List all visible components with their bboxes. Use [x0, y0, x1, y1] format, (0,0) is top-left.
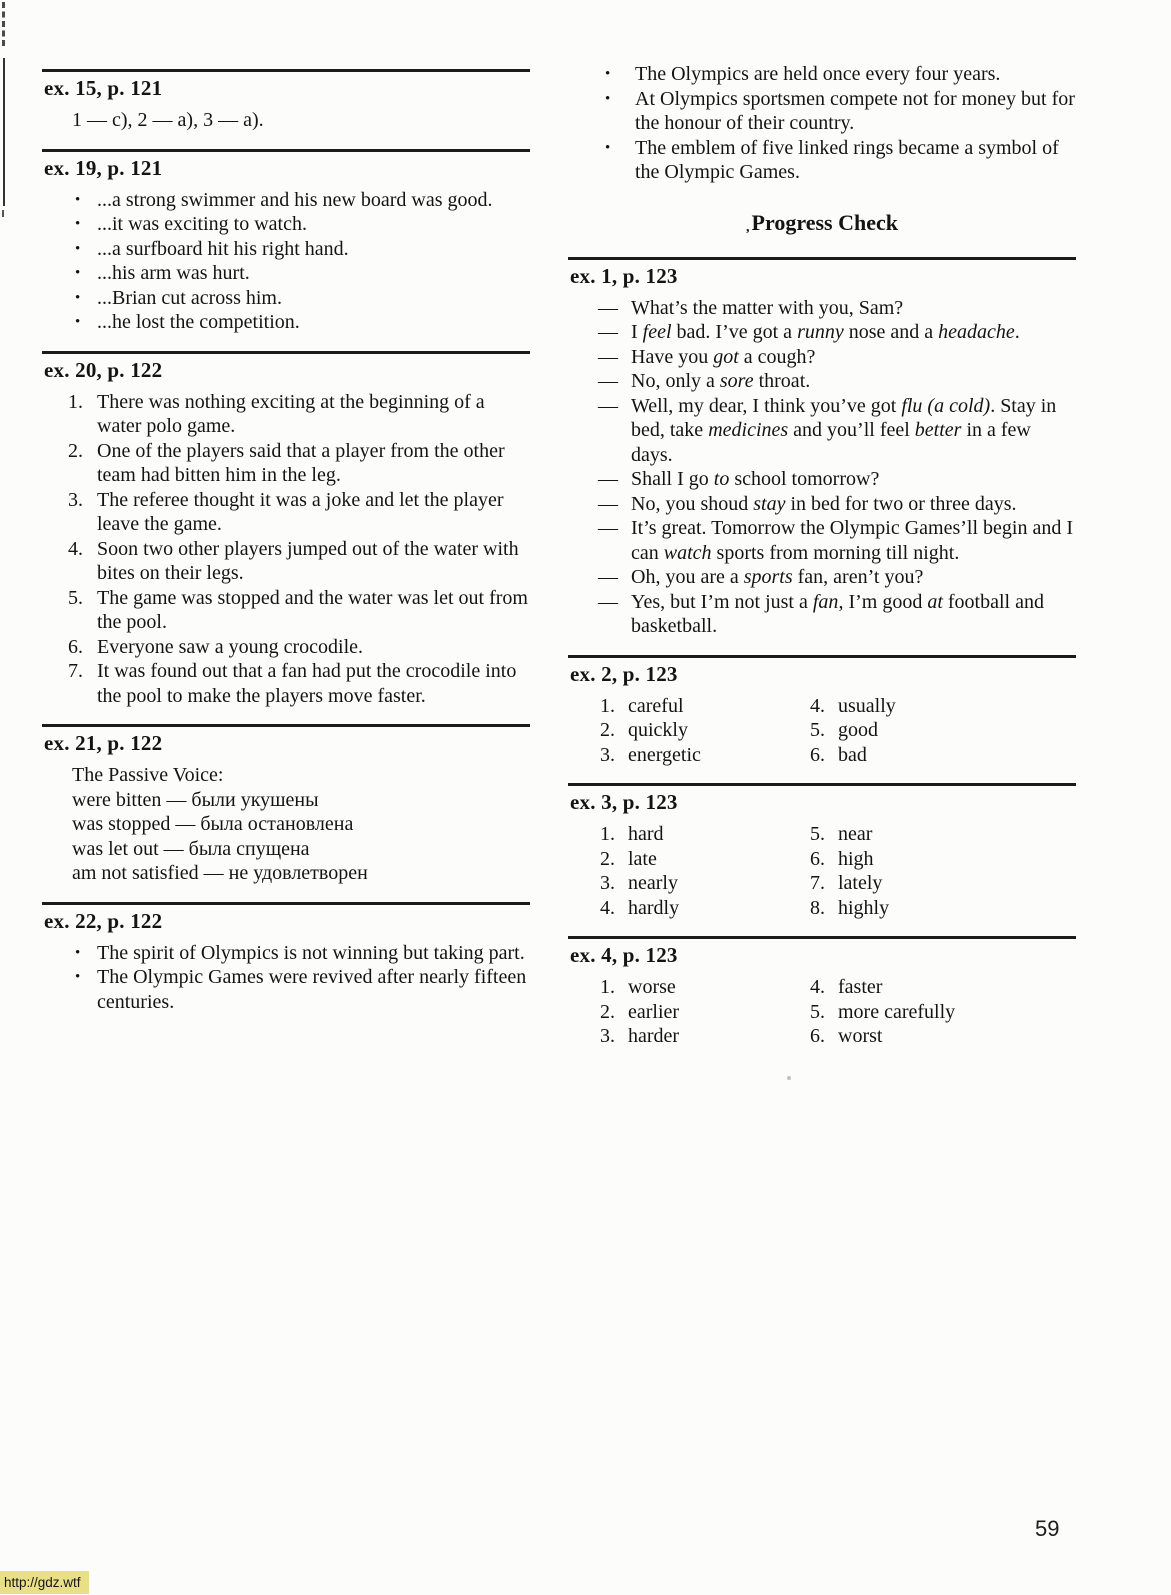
- dialogue-line: [598, 492, 1076, 517]
- section-divider: [42, 902, 530, 905]
- list-item-text: hardly: [628, 896, 680, 919]
- dialogue-line: [598, 296, 1076, 321]
- dash-icon: —: [598, 321, 618, 343]
- two-col-item: [810, 694, 1076, 719]
- dialogue-text: It’s great. Tomorrow the Olympic Games’ll begin and I can watch sports from morning till night.: [631, 517, 1074, 564]
- dialogue-line: [598, 565, 1076, 590]
- text-line: was let out — была спущена: [72, 837, 310, 860]
- dialogue-line: [598, 320, 1076, 345]
- text-line: was stopped — была остановлена: [72, 813, 354, 835]
- dialogue-text: No, only a sore throat.: [631, 370, 811, 392]
- item-number: 6.: [810, 743, 825, 766]
- bullet-icon: •: [605, 139, 611, 156]
- two-col-item: [600, 822, 810, 847]
- list-item: [75, 188, 530, 213]
- left-column: [42, 69, 530, 1014]
- dialogue-line: [598, 394, 1076, 468]
- section-divider: [42, 724, 530, 727]
- section-title: ex. 4, p. 123: [570, 943, 678, 967]
- dialogue-line: [598, 590, 1076, 639]
- answer-column-1: [600, 975, 810, 1049]
- bullet-icon: •: [75, 265, 81, 281]
- dialogue-text: What’s the matter with you, Sam?: [631, 296, 904, 319]
- list-item-text: near: [838, 823, 873, 845]
- list-item: [42, 439, 530, 488]
- item-number: 6.: [810, 1025, 825, 1047]
- two-col-item: [600, 975, 810, 1000]
- section-ex-1-p-123: [568, 257, 1076, 639]
- list-item: [605, 87, 1076, 136]
- right-column: [568, 62, 1076, 1049]
- list-item-text: ...a surfboard hit his right hand.: [97, 237, 349, 260]
- list-item: [75, 212, 530, 237]
- section-ex-15-p-121: [42, 69, 530, 133]
- list-item-text: The spirit of Olympics is not winning but taking part.: [97, 941, 525, 964]
- list-item: [605, 136, 1076, 185]
- two-col-item: [600, 694, 810, 719]
- two-col-item: [600, 896, 810, 921]
- section-title: ex. 22, p. 122: [44, 908, 163, 933]
- list-item-text: hard: [628, 823, 664, 845]
- text-line: 1 — c), 2 — a), 3 — a).: [72, 109, 264, 131]
- dash-icon: —: [598, 370, 618, 392]
- list-item-text: ...it was exciting to watch.: [97, 213, 307, 235]
- list-item-text: good: [838, 719, 878, 741]
- item-number: 2.: [600, 1000, 615, 1023]
- dialogue-text: No, you shoud stay in bed for two or three days.: [631, 492, 1017, 515]
- list-item-text: quickly: [628, 719, 688, 741]
- dash-icon: —: [598, 468, 618, 490]
- list-item-text: bad: [838, 743, 867, 766]
- section-divider: [42, 149, 530, 152]
- two-col-item: [600, 743, 810, 768]
- bullet-icon: •: [605, 66, 611, 82]
- list-item-text: worst: [838, 1025, 883, 1047]
- dialogue-line: [598, 345, 1076, 370]
- dash-icon: —: [598, 517, 618, 539]
- bullet-icon: •: [75, 216, 81, 232]
- dialogue-text: Shall I go to school tomorrow?: [631, 468, 880, 490]
- list-item: [42, 586, 530, 635]
- two-col-item: [810, 896, 1076, 921]
- dialogue-line: [598, 516, 1076, 565]
- item-number: 4.: [68, 537, 83, 560]
- item-number: 1.: [600, 976, 615, 998]
- list-item: [42, 488, 530, 537]
- item-number: 2.: [600, 847, 615, 870]
- list-item-text: Soon two other players jumped out of the water with bites on their legs.: [97, 537, 519, 584]
- section-ex-21-p-122: [42, 724, 530, 886]
- section-divider: [42, 69, 530, 72]
- list-item-text: The emblem of five linked rings became a symbol of the Olympic Games.: [635, 136, 1059, 183]
- scan-speck: [787, 1076, 791, 1080]
- two-col-item: [810, 718, 1076, 743]
- two-col-item: [810, 1000, 1076, 1025]
- list-item: [605, 62, 1076, 87]
- two-col-item: [810, 871, 1076, 896]
- scan-edge-line: [3, 58, 5, 206]
- dash-icon: —: [598, 394, 618, 417]
- item-number: 5.: [810, 823, 825, 845]
- list-item-text: usually: [838, 694, 896, 717]
- list-item-text: At Olympics sportsmen compete not for money but for the honour of their country.: [635, 87, 1075, 134]
- list-item-text: ...Brian cut across him.: [97, 286, 282, 309]
- item-number: 6.: [68, 635, 83, 658]
- item-number: 1.: [600, 823, 615, 845]
- list-item-text: The Olympic Games were revived after nearly fifteen centuries.: [97, 966, 527, 1013]
- section-divider: [568, 936, 1076, 939]
- list-item-text: faster: [838, 976, 883, 998]
- dash-icon: —: [598, 566, 618, 588]
- list-item-text: earlier: [628, 1000, 680, 1023]
- two-col-item: [600, 1024, 810, 1049]
- list-item: [42, 635, 530, 660]
- list-item-text: energetic: [628, 743, 701, 766]
- item-number: 3.: [600, 1025, 615, 1047]
- two-column-list: [600, 694, 1076, 768]
- section-divider: [42, 351, 530, 354]
- list-item-text: high: [838, 847, 874, 870]
- list-item-text: harder: [628, 1025, 680, 1047]
- dash-icon: —: [598, 345, 618, 368]
- section-title: ex. 21, p. 122: [44, 731, 163, 755]
- list-item: [75, 310, 530, 335]
- dialogue-text: I feel bad. I’ve got a runny nose and a headache.: [631, 321, 1020, 343]
- list-item-text: The game was stopped and the water was let out from the pool.: [97, 586, 528, 633]
- answer-column-2: [810, 975, 1076, 1049]
- two-col-item: [810, 975, 1076, 1000]
- item-number: 1.: [600, 694, 615, 717]
- bullet-icon: •: [75, 191, 81, 208]
- two-col-item: [810, 847, 1076, 872]
- list-item-text: The referee thought it was a joke and let the player leave the game.: [97, 488, 504, 535]
- list-item: [75, 286, 530, 311]
- item-number: 5.: [68, 586, 83, 609]
- list-item-text: One of the players said that a player from the other team had bitten him in the leg.: [97, 439, 505, 486]
- bullet-icon: •: [75, 969, 81, 985]
- list-item-text: more carefully: [838, 1000, 956, 1023]
- dialogue-line: [598, 467, 1076, 492]
- section-ex-20-p-122: [42, 351, 530, 709]
- scan-edge-tick: [2, 210, 4, 217]
- bullet-icon: •: [605, 90, 611, 107]
- item-number: 7.: [68, 660, 83, 682]
- list-item-text: Everyone saw a young crocodile.: [97, 635, 364, 658]
- item-number: 1.: [68, 390, 83, 413]
- list-item: [75, 965, 530, 1014]
- item-number: 3.: [68, 488, 83, 511]
- page-number: 59: [1035, 1516, 1060, 1541]
- item-number: 3.: [600, 872, 615, 894]
- item-number: 7.: [810, 872, 825, 894]
- section-ex-19-p-121: [42, 149, 530, 335]
- section-ex-3-p-123: [568, 783, 1076, 920]
- answer-column-2: [810, 822, 1076, 920]
- section-divider: [568, 257, 1076, 260]
- list-item-text: The Olympics are held once every four years.: [635, 63, 1001, 85]
- section-divider: [568, 783, 1076, 786]
- two-col-item: [810, 743, 1076, 768]
- item-number: 4.: [810, 976, 825, 998]
- two-col-item: [600, 871, 810, 896]
- bullet-icon: •: [75, 289, 81, 306]
- answer-column-2: [810, 694, 1076, 768]
- dialogue-text: Well, my dear, I think you’ve got flu (a cold). Stay in bed, take medicines and you’ll feel better in a few days.: [631, 394, 1057, 466]
- text-line: were bitten — были укушены: [72, 788, 319, 811]
- item-number: 2.: [68, 439, 83, 462]
- list-item-text: nearly: [628, 872, 678, 894]
- two-col-item: [810, 822, 1076, 847]
- list-item-text: ...he lost the competition.: [97, 311, 300, 333]
- item-number: 5.: [810, 719, 825, 741]
- item-number: 3.: [600, 743, 615, 766]
- list-item-text: highly: [838, 896, 890, 919]
- list-item-text: worse: [628, 976, 676, 998]
- answer-column-1: [600, 694, 810, 768]
- text-line: The Passive Voice:: [72, 764, 224, 786]
- dialogue-text: Yes, but I’m not just a fan, I’m good at football and basketball.: [631, 590, 1044, 637]
- two-col-item: [810, 1024, 1076, 1049]
- item-number: 5.: [810, 1000, 825, 1023]
- item-number: 8.: [810, 896, 825, 919]
- list-item: [42, 537, 530, 586]
- bullet-icon: •: [75, 314, 81, 330]
- two-col-item: [600, 847, 810, 872]
- top-bullet-list: [568, 62, 1076, 185]
- dialogue-text: Oh, you are a sports fan, aren’t you?: [631, 566, 924, 588]
- list-item-text: It was found out that a fan had put the crocodile into the pool to make the players move faster.: [97, 660, 517, 707]
- item-number: 2.: [600, 719, 615, 741]
- item-number: 4.: [600, 896, 615, 919]
- section-ex-2-p-123: [568, 655, 1076, 768]
- list-item-text: late: [628, 847, 657, 870]
- text-line: am not satisfied — не удовлетворен: [72, 862, 368, 884]
- list-item: [75, 237, 530, 262]
- dialogue-text: Have you got a cough?: [631, 345, 816, 368]
- section-title: ex. 2, p. 123: [570, 661, 678, 686]
- section-divider: [568, 655, 1076, 658]
- watermark-url: http://gdz.wtf: [0, 1571, 89, 1594]
- dash-icon: —: [598, 492, 618, 515]
- section-ex-22-p-122: [42, 902, 530, 1015]
- dash-icon: —: [598, 590, 618, 613]
- section-title: ex. 15, p. 121: [44, 76, 163, 100]
- two-col-item: [600, 718, 810, 743]
- section-title: ex. 1, p. 123: [570, 263, 678, 288]
- right-sections: [568, 257, 1076, 1049]
- two-col-item: [600, 1000, 810, 1025]
- list-item: [75, 261, 530, 286]
- list-item: [42, 390, 530, 439]
- item-number: 4.: [810, 694, 825, 717]
- progress-check-heading: , Progress Check: [568, 209, 1076, 241]
- two-column-list: [600, 822, 1076, 920]
- list-item-text: ...a strong swimmer and his new board was good.: [97, 188, 493, 211]
- bullet-icon: •: [75, 944, 81, 961]
- section-ex-4-p-123: [568, 936, 1076, 1049]
- two-column-list: [600, 975, 1076, 1049]
- list-item-text: careful: [628, 694, 684, 717]
- bullet-icon: •: [75, 240, 81, 257]
- dash-icon: —: [598, 296, 618, 319]
- answer-column-1: [600, 822, 810, 920]
- list-item-text: There was nothing exciting at the beginning of a water polo game.: [97, 390, 485, 437]
- section-title: ex. 20, p. 122: [44, 357, 163, 382]
- scan-edge-dashes: [2, 2, 5, 46]
- dialogue-line: [598, 369, 1076, 394]
- list-item-text: ...his arm was hurt.: [97, 262, 250, 284]
- item-number: 6.: [810, 847, 825, 870]
- list-item: [75, 941, 530, 966]
- list-item-text: lately: [838, 872, 883, 894]
- list-item: [42, 659, 530, 708]
- section-title: ex. 19, p. 121: [44, 155, 163, 180]
- section-title: ex. 3, p. 123: [570, 790, 678, 814]
